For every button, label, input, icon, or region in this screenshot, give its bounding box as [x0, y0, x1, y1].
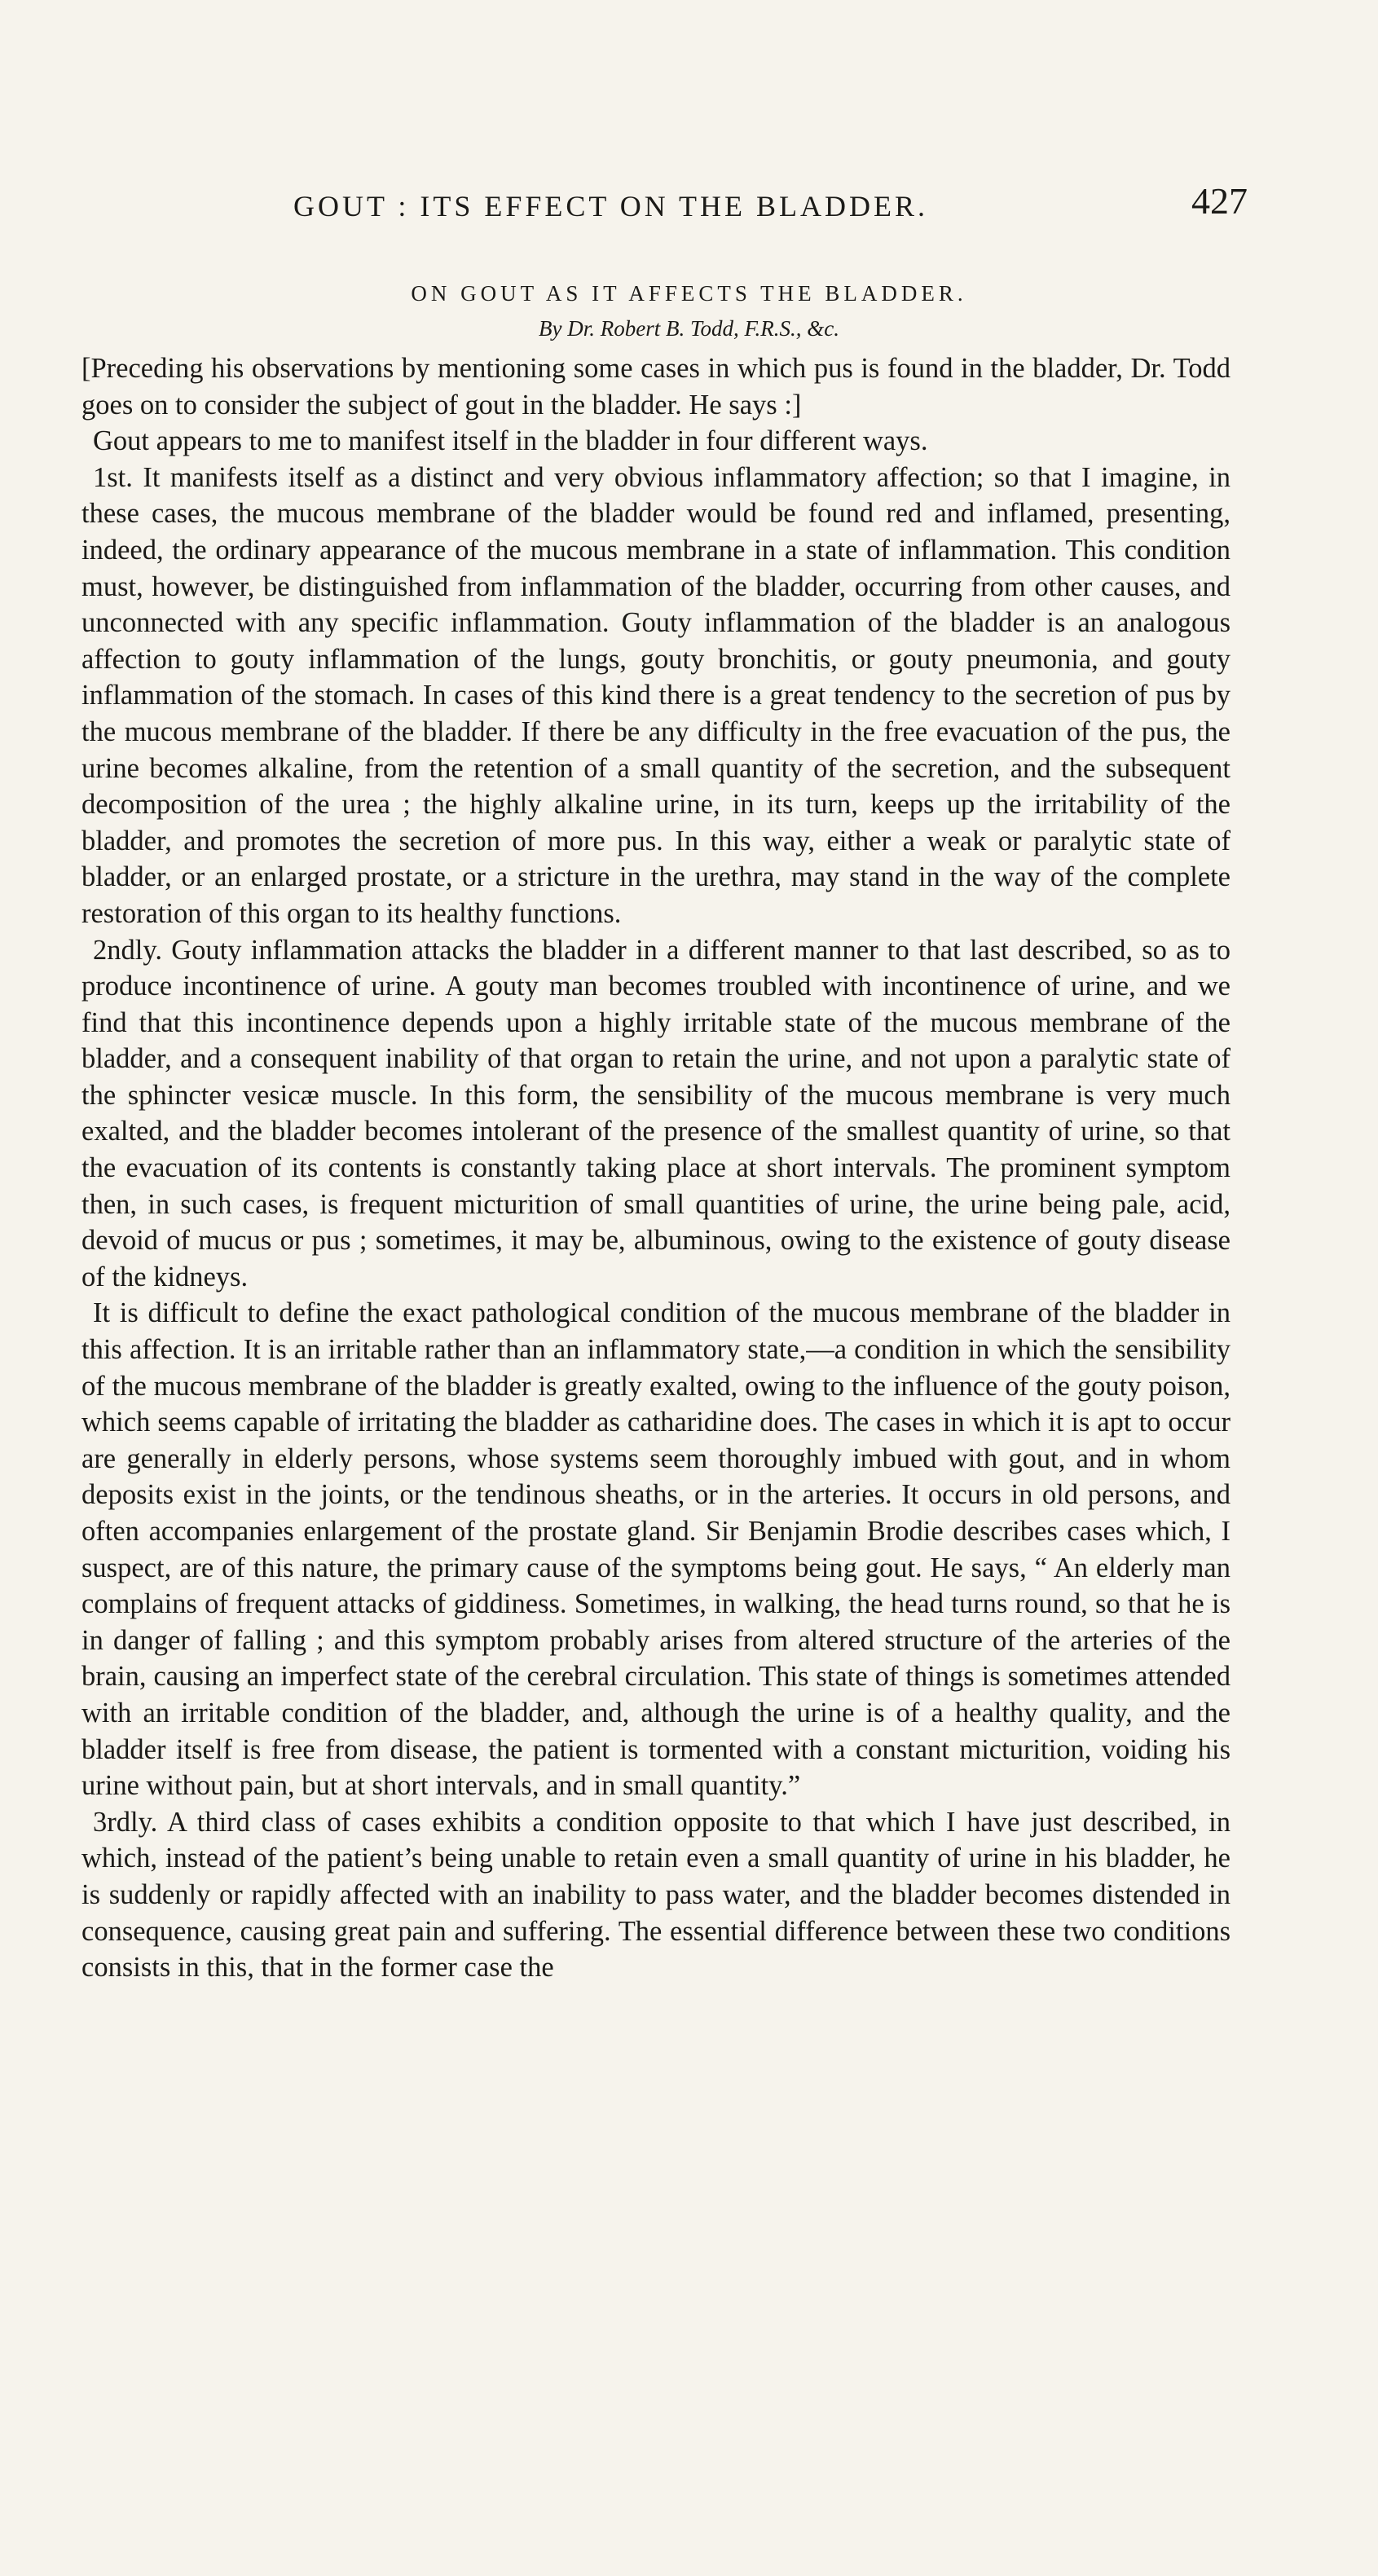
article-title: ON GOUT AS IT AFFECTS THE BLADDER. — [411, 281, 967, 306]
article-body — [81, 350, 1231, 1986]
intro-paragraph: [Preceding his observations by mentioning some cases in which pus is found in the bladder, Dr. Todd goes on to consider the subject of gout in the bladder. He says :] — [81, 353, 1231, 421]
paragraph-second-form: 2ndly. Gouty inflammation attacks the bladder in a different manner to that last described, so as to produce incontinence of urine. A gouty man becomes troubled with incontinence of urine, and we find that this incontinence depends upon a highly irritable state of the mucous membrane of the bladder, and a consequent inability of that organ to retain the urine, and not upon a paralytic state of the sphincter vesicæ muscle. In this form, the sensibility of the mucous membrane is very much exalted, and the bladder becomes intolerant of the presence of the smallest quantity of urine, so that the evacuation of its contents is constantly taking place at short intervals. The prominent symptom then, in such cases, is frequent micturition of small quantities of urine, the urine being pale, acid, devoid of mucus or pus ; sometimes, it may be, albuminous, owing to the existence of gouty disease of the kidneys. — [81, 934, 1231, 1292]
running-title: GOUT : ITS EFFECT ON THE BLADDER. — [293, 190, 929, 222]
paragraph-third-form: 3rdly. A third class of cases exhibits a condition opposite to that which I have just described, in which, instead of the patient’s being unable to retain even a small quantity of urine in his bladder, he is suddenly or rapidly affected with an inability to pass water, and the bladder becomes distended in consequence, causing great pain and suffering. The essential difference between these two conditions consists in this, that in the former case the — [81, 1806, 1231, 1984]
paragraph-pathology: It is difficult to define the exact pathological condition of the mucous membrane of the bladder in this affection. It is an irritable rather than an inflammatory state,—a condition in which the sensibility of the mucous membrane of the bladder is greatly exalted, owing to the influence of the gouty poison, which seems capable of irritating the bladder as catharidine does. The cases in which it is apt to occur are generally in elderly persons, whose systems seem thoroughly imbued with gout, and in whom deposits exist in the joints, or the tendinous sheaths, or in the arteries. It occurs in old persons, and often accompanies enlargement of the prostate gland. Sir Benjamin Brodie describes cases which, I suspect, are of this nature, the primary cause of the symptoms being gout. He says, “ An elderly man complains of frequent attacks of giddiness. Sometimes, in walking, the head turns round, so that he is in danger of falling ; and this symptom probably arises from altered structure of the arteries of the brain, causing an imperfect state of the cerebral circulation. This state of things is sometimes attended with an irritable condition of the bladder, and, although the urine is of a healthy quality, and the bladder itself is free from disease, the patient is tormented with a constant micturition, voiding his urine without pain, but at short intervals, and in small quantity.” — [81, 1297, 1231, 1802]
byline: By Dr. Robert B. Todd, F.R.S., &c. — [539, 316, 839, 341]
paragraph-first-form: 1st. It manifests itself as a distinct and very obvious inflammatory affection; so that I imagine, in these cases, the mucous membrane of the bladder would be found red and inflamed, presenting, indeed, the ordinary appearance of the mucous membrane in a state of inflammation. This condition must, however, be distinguished from inflammation of the bladder, occurring from other causes, and unconnected with any specific inflammation. Gouty inflammation of the bladder is an analogous affection to gouty inflammation of the lungs, gouty bronchitis, or gouty pneumonia, and gouty inflammation of the stomach. In cases of this kind there is a great tendency to the secretion of pus by the mucous membrane of the bladder. If there be any difficulty in the free evacuation of the pus, the urine becomes alkaline, from the retention of a small quantity of the secretion, and the subsequent decomposition of the urea ; the highly alkaline urine, in its turn, keeps up the irritability of the bladder, and promotes the secretion of more pus. In this way, either a weak or paralytic state of bladder, or an enlarged prostate, or a stricture in the urethra, may stand in the way of the complete restoration of this organ to its healthy functions. — [81, 461, 1231, 929]
page-number: 427 — [1191, 180, 1248, 222]
paragraph-four-ways: Gout appears to me to manifest itself in the bladder in four different ways. — [93, 425, 928, 457]
running-head — [77, 180, 1248, 235]
